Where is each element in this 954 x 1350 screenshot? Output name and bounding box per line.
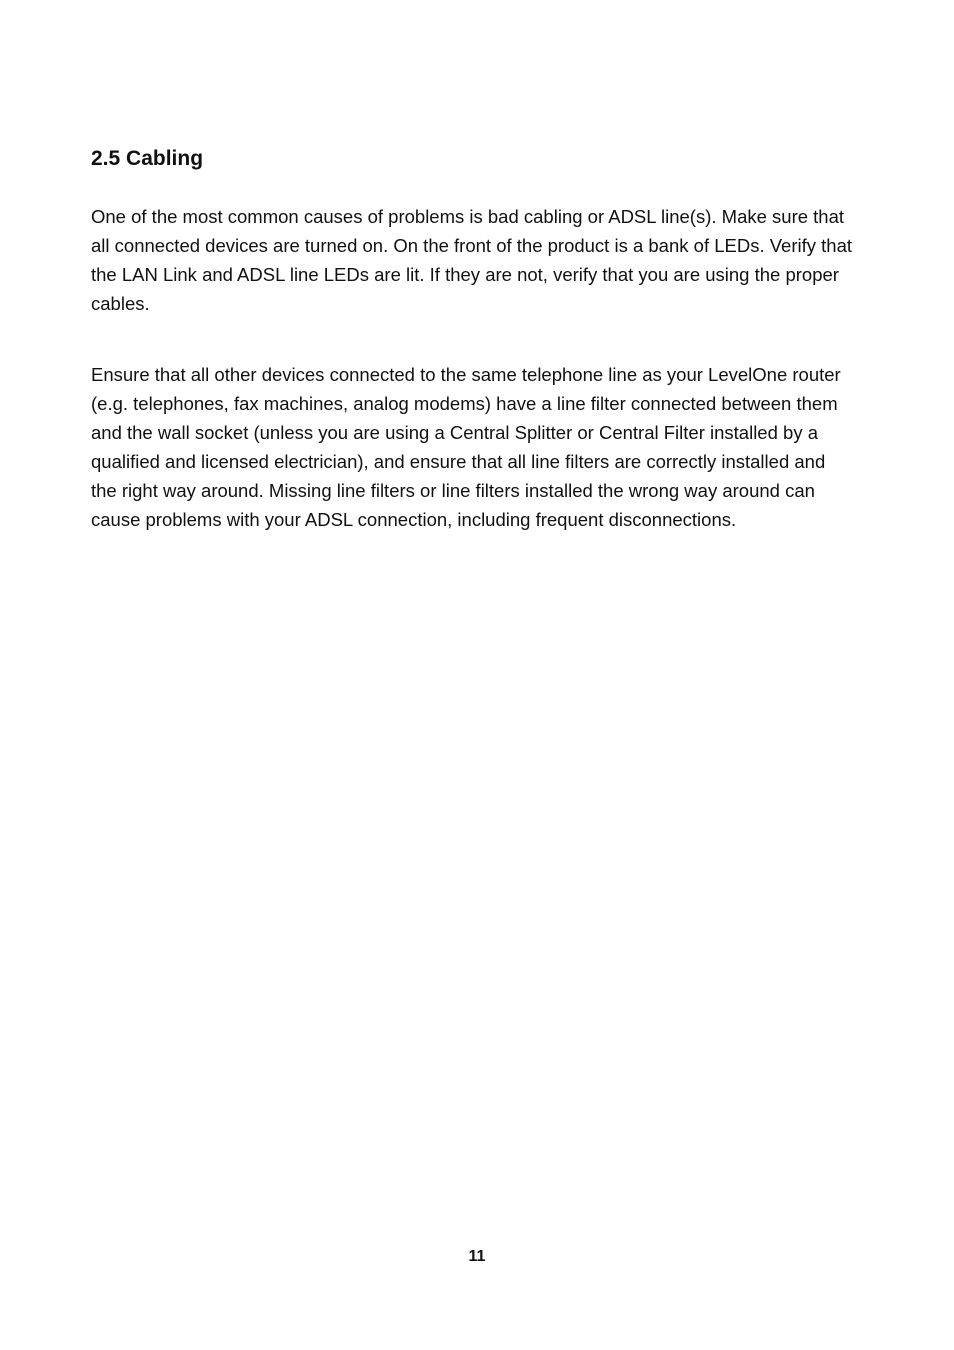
paragraph-line: cables. xyxy=(91,293,150,314)
paragraph-line: qualified and licensed electrician), and ensure that all line filters are correctly installed and xyxy=(91,451,826,472)
paragraph-line: the right way around. Missing line filters or line filters installed the wrong way around can xyxy=(91,480,815,501)
paragraph-line: Ensure that all other devices connected to the same telephone line as your LevelOne router xyxy=(91,364,841,385)
paragraph-line: all connected devices are turned on. On the front of the product is a bank of LEDs. Verify that xyxy=(91,235,853,256)
paragraph-line-filters xyxy=(91,360,871,534)
paragraph-line: (e.g. telephones, fax machines, analog modems) have a line filter connected between them xyxy=(91,393,838,414)
paragraph-line: the LAN Link and ADSL line LEDs are lit. If they are not, verify that you are using the proper xyxy=(91,264,839,285)
page-number: 11 xyxy=(468,1248,486,1265)
paragraph-cabling-check xyxy=(91,202,871,318)
paragraph-line: and the wall socket (unless you are using a Central Splitter or Central Filter installed by a xyxy=(91,422,818,443)
section-heading: 2.5 Cabling xyxy=(91,147,204,170)
paragraph-line: cause problems with your ADSL connection, including frequent disconnections. xyxy=(91,509,737,530)
paragraph-line: One of the most common causes of problems is bad cabling or ADSL line(s). Make sure that xyxy=(91,206,845,227)
